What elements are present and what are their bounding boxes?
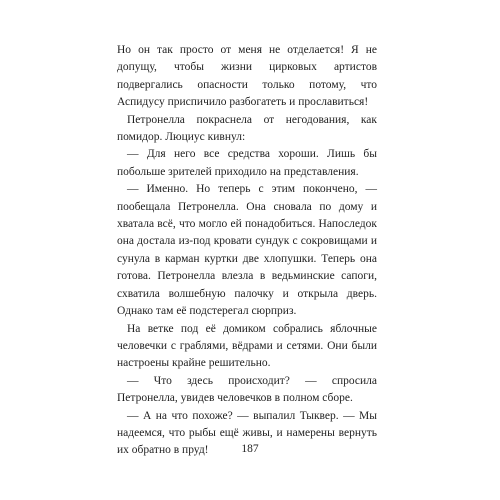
paragraph-6: — Что здесь происходит? — спросила Петронелла, увидев человечков в полном сборе. — [117, 374, 377, 405]
paragraph-1: Но он так просто от меня не отделается! Я не допущу, чтобы жизни цирковых артистов подвергались опасности только потому, что Аспидусу приспичило разбогатеть и прославиться! — [117, 44, 377, 109]
paragraph-5: На ветке под её домиком собрались яблочные человечки с граблями, вёдрами и сетями. Они были настроены крайне решительно. — [117, 322, 377, 370]
paragraph-3: — Для него все средства хороши. Лишь бы побольше зрителей приходило на представления. — [117, 148, 377, 178]
paragraph-7: — А на что похоже? — выпалил Тыквер. — Мы надеемся, что рыбы ещё живы, и намерены вернуть их обратно в пруд! — [117, 409, 377, 457]
page-number: 187 — [241, 443, 259, 455]
paragraph-4: — Именно. Но теперь с этим покончено, — пообещала Петронелла. Она сновала по дому и хватала всё, что могло ей понадобиться. Напоследок она достала из-под кровати сундук с сокровищами и сунула в карман куртки две хлопушки. Теперь она готова. Петронелла влезла в ведьминские сапоги, схватила волшебную палочку и открыла дверь. Однако там её подстерегал сюрприз. — [117, 183, 377, 318]
paragraph-2: Петронелла покраснела от негодования, как помидор. Люциус кивнул: — [117, 113, 377, 144]
body-text — [117, 42, 377, 460]
